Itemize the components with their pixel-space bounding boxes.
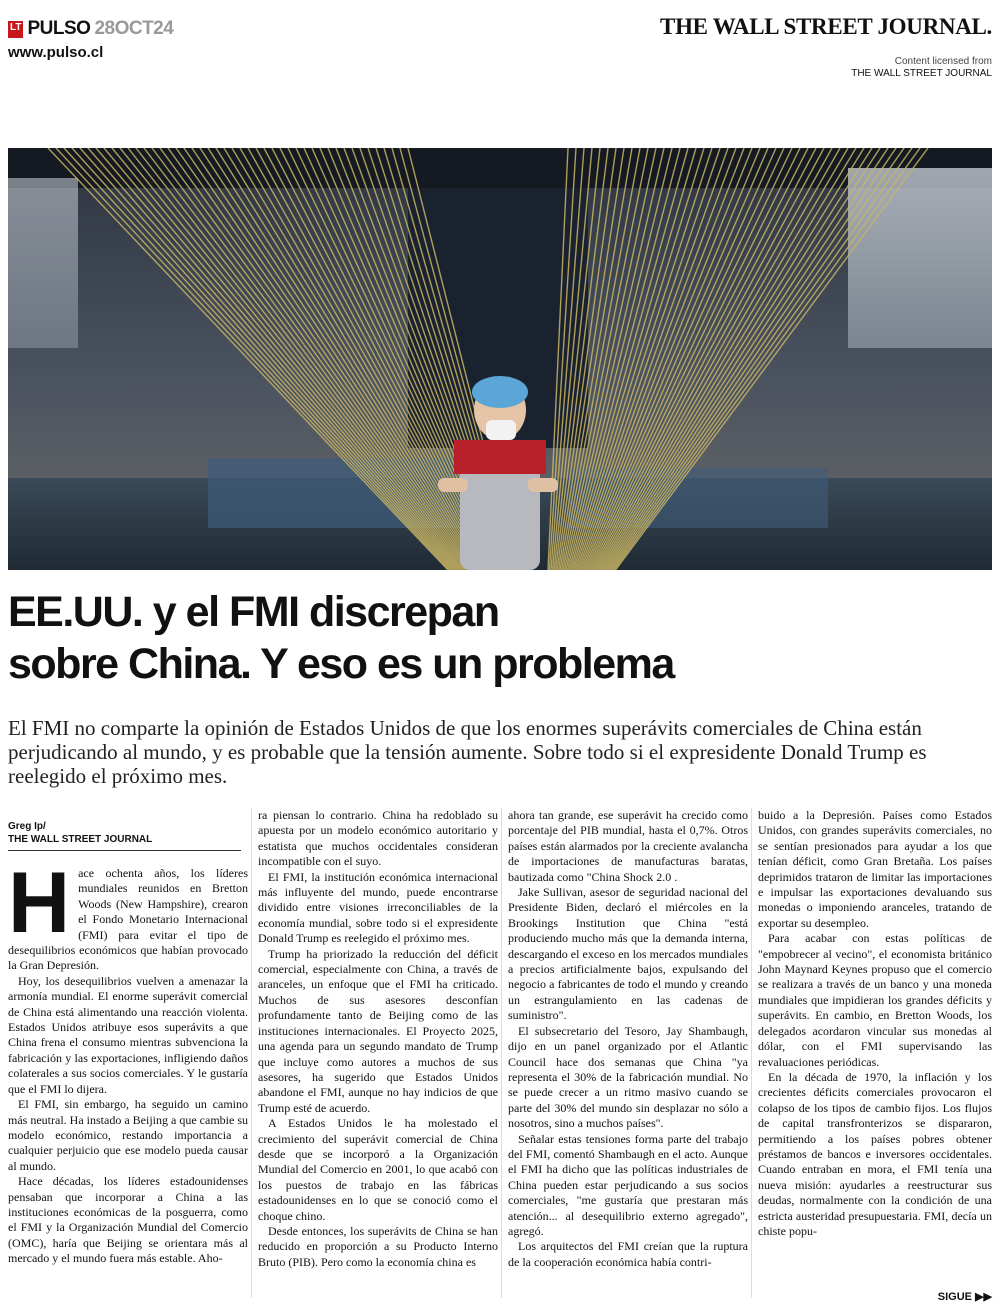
paragraph: Desde entonces, los superávits de China se han reducido en proporción a su Producto Interno Bruto (PIB). Pero como la economía china es [258,1223,498,1269]
masthead [8,18,173,40]
paragraph: Señalar estas tensiones forma parte del trabajo del FMI, comentó Shambaugh en el acto. Aunque el FMI ha dicho que las políticas industriales de China pueden estar perjudicando a sus socios comerciales, "me gustaría que prestaran más atención... al desequilibrio externo agregado", agregó. [508,1131,748,1238]
column-2 [258,808,498,1270]
paragraph: Trump ha priorizado la reducción del déficit comercial, especialmente con China, a través de aranceles, un enfoque que el FMI ha criticado. Muchos de sus asesores desconfían profundamente tanto de Beijing como de las instituciones internacionales. El Proyecto 2025, una agenda para un segundo mandato de Trump que incluye como autores a muchos de sus asesores, ha sugerido que Estados Unidos abandone el FMI, aunque no hay indicios de que Trump esté de acuerdo. [258,946,498,1115]
paragraph: Hoy, los desequilibrios vuelven a amenazar la armonía mundial. El enorme superávit comercial de China está alimentando una reacción violenta. Estados Unidos atribuye esos superávits a que China frena el consumo mientras subvenciona la fabricación y las exportaciones, infligiendo daños colaterales a sus socios comerciales. Y le gustaría que el FMI lo dijera. [8,973,248,1096]
paragraph-1: Hace ochenta años, los líderes mundiales reunidos en Bretton Woods (New Hampshire), crearon el Fondo Monetario Internacional (FMI) para evitar el tipo de desequilibrios económicos que habían provocado la Gran Depresión. [8,855,248,973]
section-name: PULSO [27,18,91,39]
paragraph: ahora tan grande, ese superávit ha crecido como porcentaje del PIB mundial, hasta el 0,7%. Otros países están alarmados por la creciente avalancha de importaciones de manufacturas baratas, bautizada como "China Shock 2.0 . [508,808,748,884]
column-divider [501,808,502,1298]
byline-rule [8,850,241,851]
lt-logo: LT [8,21,23,38]
column-4 [758,808,992,1239]
deck: El FMI no comparte la opinión de Estados Unidos de que los enormes superávits comerciales de China están perjudicando al mundo, y es probable que la tensión aumente. Sobre todo si el expresidente Donald Trump es reelegido el próximo mes. [8,716,927,788]
paragraph: El subsecretario del Tesoro, Jay Shambaugh, dijo en un panel organizado por el Atlantic Council hace dos semanas que China "ya representa el 30% de la fabricación mundial. No se puede crecer a un ritmo masivo cuando se parte del 30% del mundo sin desplazar no sólo a nosotros, sino a muchos países". [508,1023,748,1131]
author-name: Greg Ip/ [8,821,46,832]
headline-line1: EE.UU. y el FMI discrepan [8,588,499,636]
publication-name: THE WALL STREET JOURNAL [8,834,153,845]
column-3 [508,808,748,1270]
paragraph: Hace décadas, los líderes estadounidenses pensaban que incorporar a China a las instituciones económicas de la posguerra, como el FMI y la Organización Mundial del Comercio (OMC), haría que Beijing se orientara más al mercado y el mundo fuera más estable. Aho- [8,1174,248,1266]
continue-label[interactable]: SIGUE ▶▶ [937,1291,992,1303]
paragraph: ra piensan lo contrario. China ha redoblado su apuesta por un modelo económico autoritario y estatista que muchos occidentales consideran incompatible con el suyo. [258,808,498,869]
headline-line2: sobre China. Y eso es un problema [8,640,674,688]
byline [8,820,248,846]
factory-worker-illustration [8,148,992,570]
paragraph: En la década de 1970, la inflación y los crecientes déficits comerciales provocaron el colapso de los tipos de cambio fijos. Los flujos de capital transfronterizos se dispararon, permitiendo a los países pobres obtener préstamos de bancos e inversores occidentales. Cuando entraban en mora, el FMI tenía una nueva misión: ayudarles a reestructurar sus deudas, normalmente con la condición de una estricta austeridad presupuestaria. FMI, decía un chiste popu- [758,1069,992,1238]
license-line1: Content licensed from [894,56,992,67]
wsj-logo: THE WALL STREET JOURNAL. [660,14,992,39]
paragraph: Jake Sullivan, asesor de seguridad nacional del Presidente Biden, declaró el miércoles en la Brookings Institution que China "está produciendo mucho más que la demanda interna, descargando el exceso en los mercados mundiales a precios artificialmente bajos, expulsando del negocio a fabricantes de todo el mundo y creando un estrangulamiento en las cadenas de suministro". [508,885,748,1023]
license-note [851,56,992,80]
paragraph: A Estados Unidos le ha molestado el crecimiento del superávit comercial de China desde que se incorporó a la Organización Mundial del Comercio en 2001, lo que acabó con los puestos de trabajo en las fábricas estadounidenses en lo que se conoció como el choque chino. [258,1116,498,1223]
drop-cap: H [8,855,71,951]
paragraph: buido a la Depresión. Países como Estados Unidos, con grandes superávits comerciales, no se sentían presionados para ayudar a los que tenían déficit, como Gran Bretaña. Los países deprimidos trataron de limitar las importaciones e impulsar las exportaciones devaluando sus monedas o imponiendo aranceles, tratando de exportar su desempleo. [758,808,992,930]
column-divider [751,808,752,1298]
site-url[interactable]: www.pulso.cl [8,44,104,61]
column-divider [251,808,252,1298]
paragraph: Para acabar con estas políticas de "empobrecer al vecino", el economista británico John Maynard Keynes propuso que el comercio se realizara a través de un banco y una moneda mundiales que impidieran los grandes déficits y superávits. En cambio, en Bretton Woods, los delegados acordaron vincular sus monedas al dólar, con el FMI supervisando las revaluaciones periódicas. [758,931,992,1069]
headline [8,586,992,690]
paragraph: El FMI, la institución económica internacional más influyente del mundo, puede encontrarse dividido entre visiones irreconciliables de la economía mundial, sobre todo si el expresidente Donald Trump es reelegido el próximo mes. [258,869,498,946]
license-line2: THE WALL STREET JOURNAL [851,68,992,79]
hero-photo [8,148,992,570]
paragraph: Los arquitectos del FMI creían que la ruptura de la cooperación económica había contri- [508,1239,748,1269]
issue-date: 28OCT24 [94,18,174,39]
column-1 [8,855,248,1267]
paragraph: El FMI, sin embargo, ha seguido un camino más neutral. Ha instado a Beijing a que cambie su modelo económico, restando importancia a cualquier perjuicio que ese modelo pueda causar al mundo. [8,1097,248,1173]
